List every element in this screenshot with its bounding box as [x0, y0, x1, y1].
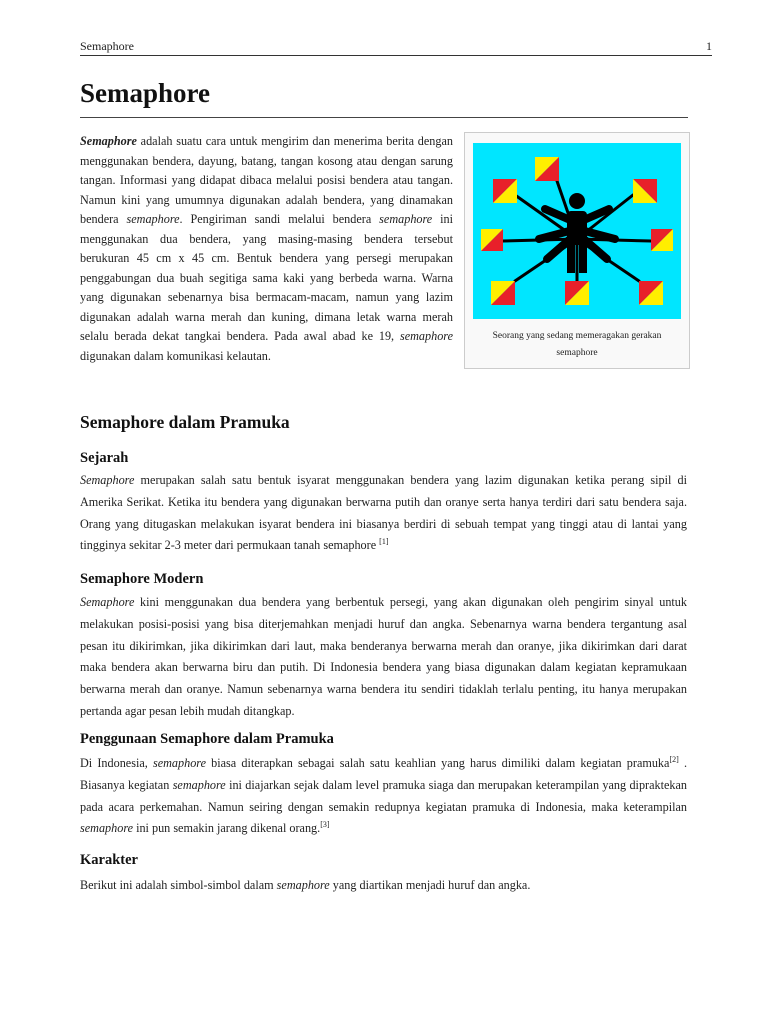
figure-box — [464, 132, 690, 369]
figure-caption: Seorang yang sedang memeragakan gerakan semaphore — [492, 331, 662, 358]
page-title: Semaphore — [80, 78, 211, 108]
ref-link[interactable]: [2] — [669, 754, 679, 764]
ref-link[interactable]: [1] — [379, 537, 389, 547]
sejarah-paragraph: Semaphore merupakan salah satu bentuk isyarat menggunakan bendera yang lazim digunakan ketika perang sipil di Amerika Serikat. Ketika itu bendera yang digunakan berwarna putih dan oranye serta hanya terdiri dari satu bendera saja. Orang yang ditugaskan melakukan isyarat bendera ini biasanya berdiri di sebuah tempat yang tinggi atau di lantai yang tingginya sekitar 2-3 meter dari permukaan tanah semaphore [1] — [80, 473, 687, 553]
modern-section — [80, 592, 687, 723]
ref-link[interactable]: [3] — [320, 820, 330, 830]
intro-paragraph: Semaphore adalah suatu cara untuk mengirim dan menerima berita dengan menggunakan bendera, dayung, batang, tangan kosong atau dengan sarung tangan. Informasi yang didapat dibaca melalui posisi bendera atau tangan. Namun kini yang umumnya digunakan adalah bendera, yang dinamakan bendera semaphore. Pengiriman sandi melalui bendera semaphore ini menggunakan dua bendera, yang masing-masing bendera tersebut berukuran 45 cm x 45 cm. Bentuk bendera yang persegi merupakan penggabungan dua buah segitiga sama kaki yang berbeda warna. Warna yang digunakan sebenarnya bisa bermacam-macam, namun yang lazim digunakan adalah warna merah dan kuning, dimana letak warna merah selalu berada dekat tangkai bendera. Pada awal abad ke 19, semaphore digunakan dalam komunikasi kelautan. — [80, 134, 453, 363]
title-rule — [80, 117, 688, 118]
subheading-semaphore-modern: Semaphore Modern — [80, 571, 204, 587]
karakter-paragraph: Berikut ini adalah simbol-simbol dalam semaphore yang diartikan menjadi huruf dan angka. — [80, 878, 531, 892]
sejarah-section — [80, 470, 687, 557]
running-header — [80, 39, 712, 56]
intro-term: Semaphore — [80, 134, 137, 148]
semaphore-image[interactable] — [473, 143, 681, 319]
subheading-penggunaan: Penggunaan Semaphore dalam Pramuka — [80, 731, 334, 747]
semaphore-illustration — [473, 143, 681, 319]
page-number: 1 — [706, 39, 712, 53]
running-title: Semaphore — [80, 39, 134, 53]
subheading-karakter: Karakter — [80, 852, 138, 868]
penggunaan-paragraph: Di Indonesia, semaphore biasa diterapkan sebagai salah satu keahlian yang harus dimiliki dalam kegiatan pramuka[2] . Biasanya kegiatan semaphore ini diajarkan sejak dalam level pramuka siaga dan merupakan keterampilan yang dipraktekan pada acara perkemahan. Namun seiring dengan semakin redupnya kegiatan pramuka di Indonesia, maka keterampilan semaphore ini pun semakin jarang dikenal orang.[3] — [80, 754, 687, 836]
section-heading-semaphore-dalam-pramuka: Semaphore dalam Pramuka — [80, 412, 290, 432]
subheading-sejarah: Sejarah — [80, 450, 129, 466]
modern-paragraph: Semaphore kini menggunakan dua bendera yang berbentuk persegi, yang akan digunakan oleh pengirim sinyal untuk melakukan posisi-posisi yang bisa diterjemahkan menjadi huruf dan angka. Sebenarnya warna bendera tergantung asal pesan itu dikirimkan, jika dikirimkan dari laut, maka benderanya berwarna merah dan oranye, jika dikirimkan dari darat maka bendera akan berwarna biru dan putih. Di Indonesia bendera yang biasa digunakan dalam kegiatan kepramukaan berwarna merah dan oranye. Namun sebenarnya warna bendera itu sendiri tidaklah terlalu penting, itu hanya merupakan pertanda agar pesan lebih mudah ditangkap. — [80, 595, 687, 718]
karakter-section — [80, 875, 687, 897]
penggunaan-section — [80, 753, 687, 840]
